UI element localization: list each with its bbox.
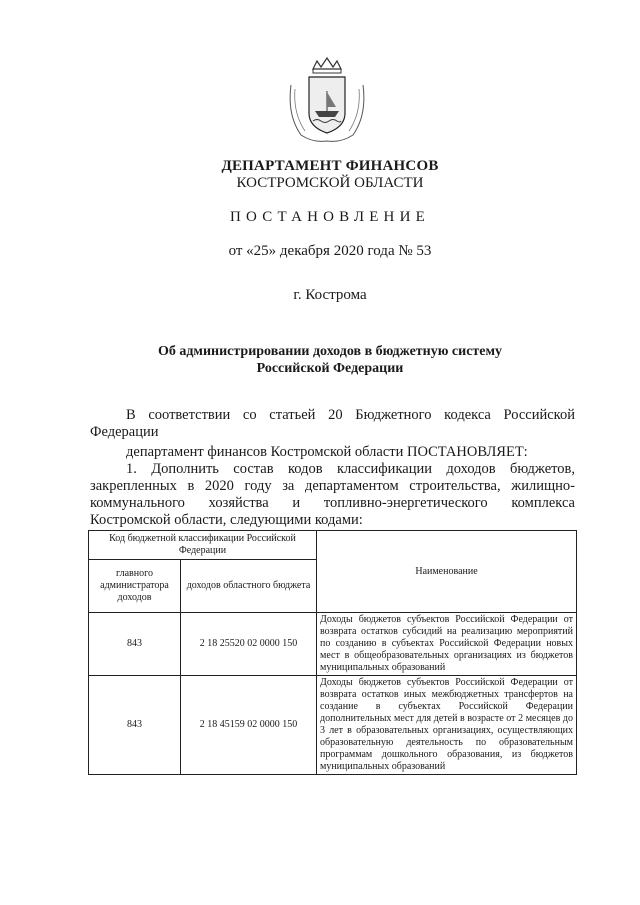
kostroma-coat-of-arms-icon	[283, 55, 371, 145]
row-income-code: 2 18 25520 02 0000 150	[181, 613, 317, 676]
codes-table	[88, 530, 577, 775]
table-row	[89, 613, 577, 676]
row-admin-code: 843	[89, 676, 181, 775]
body-paragraph-1-line1: В соответствии со статьей 20 Бюджетного кодекса Российской	[126, 407, 575, 423]
row-income-code: 2 18 45159 02 0000 150	[181, 676, 317, 775]
table-row	[89, 676, 577, 775]
department-region: КОСТРОМСКОЙ ОБЛАСТИ	[236, 175, 424, 191]
row-income-name: Доходы бюджетов субъектов Российской Федерации от возврата остатков субсидий на реализацию мероприятий по созданию в субъектах Российской Федерации новых мест в общеобразовательных организациях из бюджетов муниципальных образований	[317, 613, 577, 676]
body-paragraph-2: департамент финансов Костромской области ПОСТАНОВЛЯЕТ:	[126, 444, 528, 460]
table-header-name: Наименование	[317, 531, 577, 613]
body-paragraph-1-line2: Федерации	[90, 424, 159, 440]
document-type: ПОСТАНОВЛЕНИЕ	[230, 209, 430, 225]
row-income-name: Доходы бюджетов субъектов Российской Федерации от возврата остатков иных межбюджетных трансфертов на создание в субъектах Российской Федерации дополнительных мест для детей в возрасте от 2 месяцев до 3 лет в образовательных организациях, осуществляющих образовательную деятельность по образовательным программам дошкольного образования, из бюджетов муниципальных образований	[317, 676, 577, 775]
document-date-number: от «25» декабря 2020 года № 53	[228, 243, 432, 259]
subject-title-line2: Российской Федерации	[256, 361, 404, 376]
table-header-admin: главного администратора доходов	[89, 560, 181, 613]
body-paragraph-3-line1: 1. Дополнить состав кодов классификации доходов бюджетов,	[126, 461, 575, 477]
document-city: г. Кострома	[293, 287, 367, 303]
body-paragraph-3-line2: закрепленных в 2020 году за департаментом строительства, жилищно-	[90, 478, 575, 494]
body-paragraph-3-line3: коммунального хозяйства и топливно-энергетического комплекса	[90, 495, 575, 511]
body-paragraph-3-line4: Костромской области, следующими кодами:	[90, 512, 363, 528]
subject-title-line1: Об администрировании доходов в бюджетную систему	[157, 344, 503, 359]
table-header-group: Код бюджетной классификации Российской Федерации	[89, 531, 317, 560]
row-admin-code: 843	[89, 613, 181, 676]
department-title: ДЕПАРТАМЕНТ ФИНАНСОВ	[221, 158, 439, 174]
table-header-income: доходов областного бюджета	[181, 560, 317, 613]
